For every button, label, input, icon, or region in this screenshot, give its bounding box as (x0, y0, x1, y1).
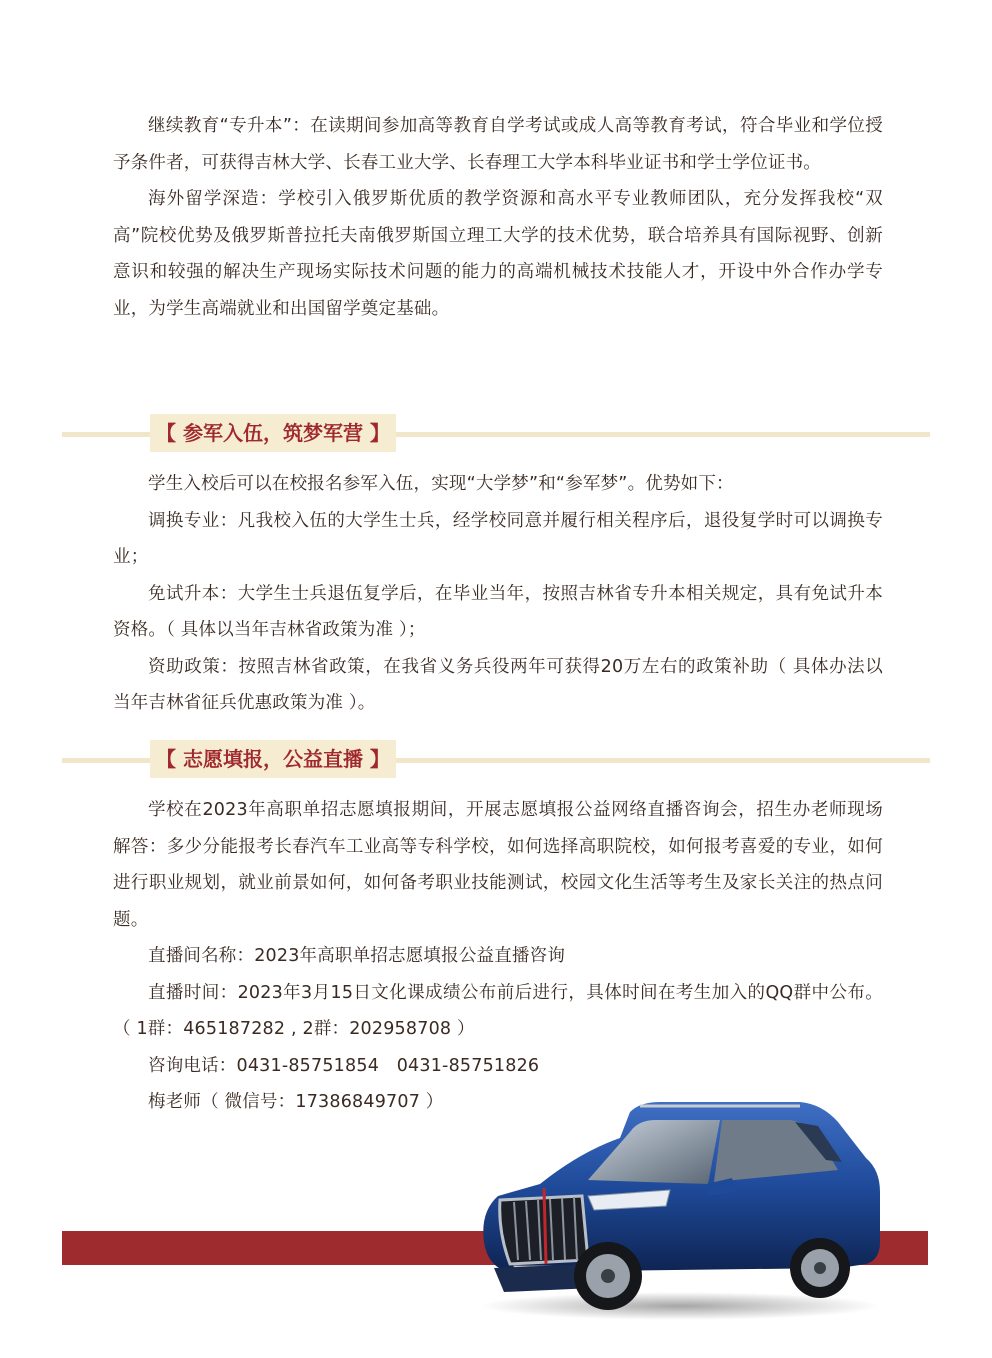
livestream-block (113, 792, 883, 1121)
paragraph-exam-free: 免试升本：大学生士兵退伍复学后，在毕业当年，按照吉林省专升本相关规定，具有免试升本资格。（ 具体以当年吉林省政策为准 ）； (113, 583, 883, 640)
paragraph-upgrade: 继续教育“专升本”：在读期间参加高等教育自学考试或成人高等教育考试，符合毕业和学位授予条件者，可获得吉林大学、长春工业大学、长春理工大学本科毕业证书和学士学位证书。 (113, 116, 883, 173)
paragraph-overseas: 海外留学深造：学校引入俄罗斯优质的教学资源和高水平专业教师团队，充分发挥我校“双高”院校优势及俄罗斯普拉托夫南俄罗斯国立理工大学的技术优势，联合培养具有国际视野、创新意识和较强的解决生产现场实际技术问题的能力的高端机械技术技能人才，开设中外合作办学专业，为学生高端就业和出国留学奠定基础。 (113, 189, 883, 319)
section-heading-livestream (62, 740, 930, 780)
intro-block (113, 108, 883, 327)
paragraph-phone: 咨询电话：0431-85751854 0431-85751826 (148, 1055, 540, 1076)
paragraph-livestream-intro: 学校在2023年高职单招志愿填报期间，开展志愿填报公益网络直播咨询会，招生办老师现场解答：多少分能报考长春汽车工业高等专科学校，如何选择高职院校，如何报考喜爱的专业，如何进行职业规划，就业前景如何，如何备考职业技能测试，校园文化生活等考生及家长关注的热点问题。 (113, 800, 883, 930)
paragraph-room-name: 直播间名称：2023年高职单招志愿填报公益直播咨询 (148, 946, 566, 966)
heading-label: 【 志愿填报，公益直播 】 (150, 740, 396, 778)
paragraph-major-change: 调换专业：凡我校入伍的大学生士兵，经学校同意并履行相关程序后，退役复学时可以调换专业； (113, 510, 883, 567)
heading-label: 【 参军入伍，筑梦军营 】 (150, 414, 396, 452)
military-block (113, 466, 883, 722)
paragraph-stream-time: 直播时间：2023年3月15日文化课成绩公布前后进行，具体时间在考生加入的QQ群中公布。（ 1群：465187282 , 2群：202958708 ） (113, 982, 883, 1039)
section-heading-military (62, 414, 930, 454)
paragraph-subsidy: 资助政策：按照吉林省政策，在我省义务兵役两年可获得20万左右的政策补助（ 具体办法以当年吉林省征兵优惠政策为准 ）。 (113, 656, 883, 713)
suv-car-image (470, 1092, 888, 1322)
paragraph-wechat: 梅老师（ 微信号：17386849707 ） (148, 1092, 444, 1112)
paragraph-military-intro: 学生入校后可以在校报名参军入伍，实现“大学梦”和“参军梦”。优势如下： (148, 474, 734, 494)
